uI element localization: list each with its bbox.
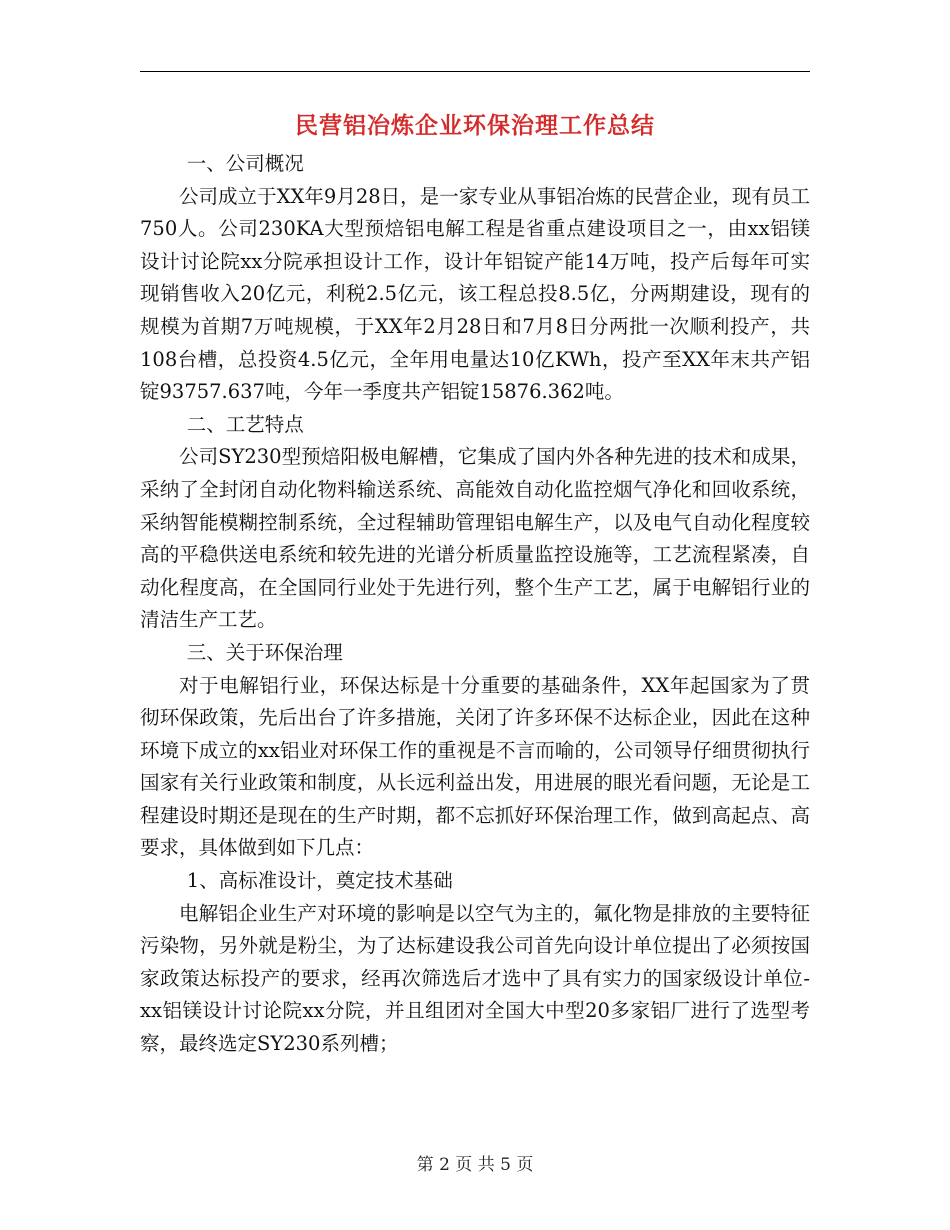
document-title: 民营铝冶炼企业环保治理工作总结 <box>295 112 655 139</box>
page-number: 第 2 页 共 5 页 <box>416 1155 534 1175</box>
paragraph-process-features: 公司SY230型预焙阳极电解槽，它集成了国内外各种先进的技术和成果，采纳了全封闭自动化物料输送系统、高能效自动化监控烟气净化和回收系统，采纳智能模糊控制系统，全过程辅助管理铝电解生产，以及电气自动化程度较高的平稳供送电系统和较先进的光谱分析质量监控设施等，工艺流程紧凑，自动化程度高，在全国同行业处于先进行列，整个生产工艺，属于电解铝行业的清洁生产工艺。 <box>140 445 810 632</box>
section-heading-company-overview: 一、公司概况 <box>186 152 304 175</box>
document-body <box>140 148 810 1061</box>
section-heading-process-features: 二、工艺特点 <box>186 412 304 436</box>
paragraph-company-overview: 公司成立于XX年9月28日，是一家专业从事铝冶炼的民营企业，现有员工750人。公司230KA大型预焙铝电解工程是省重点建设项目之一，由xx铝镁设计讨论院xx分院承担设计工作，设计年铝锭产能14万吨，投产后每年可实现销售收入20亿元，利税2.5亿元，该工程总投8.5亿，分两期建设，现有的规模为首期7万吨规模，于XX年2月28日和7月8日分两批一次顺利投产，共108台槽，总投资4.5亿元，全年用电量达10亿KWh，投产至XX年末共产铝锭93757.637吨，今年一季度共产铝锭15876.362吨。 <box>140 184 810 404</box>
paragraph-environmental-governance: 对于电解铝行业，环保达标是十分重要的基础条件，XX年起国家为了贯彻环保政策，先后出台了许多措施，关闭了许多环保不达标企业，因此在这种环境下成立的xx铝业对环保工作的重视是不言而喻的，公司领导仔细贯彻执行国家有关行业政策和制度，从长远利益出发，用进展的眼光看问题，无论是工程建设时期还是现在的生产时期，都不忘抓好环保治理工作，做到高起点、高要求，具体做到如下几点： <box>140 673 810 860</box>
subheading-high-standard-design: 1、高标准设计，奠定技术基础 <box>186 869 453 893</box>
header-rule <box>140 71 810 72</box>
section-heading-environmental-governance: 三、关于环保治理 <box>186 640 343 664</box>
paragraph-high-standard-design: 电解铝企业生产对环境的影响是以空气为主的，氟化物是排放的主要特征污染物，另外就是粉尘，为了达标建设我公司首先向设计单位提出了必须按国家政策达标投产的要求，经再次筛选后才选中了具有实力的国家级设计单位-xx铝镁设计讨论院xx分院，并且组团对全国大中型20多家铝厂进行了选型考察，最终选定SY230系列槽； <box>140 901 810 1056</box>
